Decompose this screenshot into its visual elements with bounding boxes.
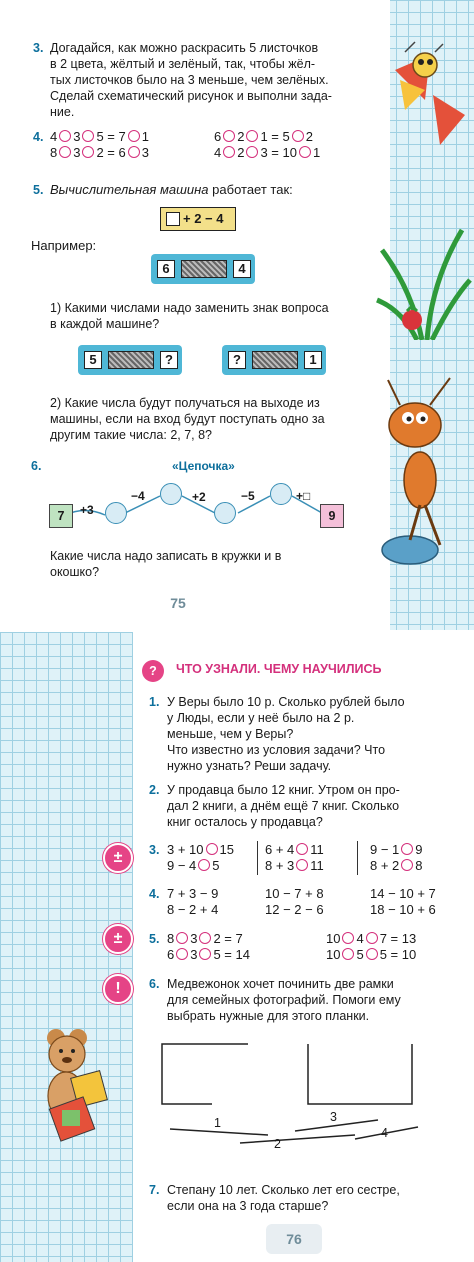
task-number: 7.: [149, 1183, 160, 1197]
machine-body: [108, 351, 154, 369]
task-number: 5.: [149, 932, 160, 946]
sign-circle[interactable]: [128, 146, 140, 158]
text-line: Сделай схематический рисунок и выполни зада-: [50, 89, 332, 103]
text-line: другим такие числа: 2, 7, 8?: [50, 428, 213, 442]
operand: 6: [167, 947, 175, 962]
text-line: 2) Какие числа будут получаться на выходе из: [50, 396, 320, 410]
text-line: У Веры было 10 р. Сколько рублей было: [167, 695, 405, 709]
operand: 5: [356, 947, 364, 962]
expression: 14 − 10 + 7: [370, 886, 436, 901]
machine-2: [222, 345, 326, 375]
comparison-row: [167, 858, 220, 874]
bear-illustration: [34, 1024, 120, 1144]
text-line: в каждой машине?: [50, 317, 160, 331]
sign-circle[interactable]: [198, 859, 210, 871]
operand: 4: [356, 931, 364, 946]
plank-2: [240, 1135, 355, 1143]
page-footer: [0, 592, 390, 630]
operand: 4: [214, 145, 222, 160]
text-line: окошко?: [50, 565, 100, 579]
operand: 5: [212, 858, 220, 873]
sign-circle[interactable]: [223, 130, 235, 142]
comparison-row: [265, 842, 324, 858]
operand: 7 = 13: [379, 931, 417, 946]
text-line: выбрать нужные для этого планки.: [167, 1009, 370, 1023]
machine-input: 5: [84, 351, 102, 369]
sign-circle[interactable]: [296, 843, 308, 855]
chain-circle[interactable]: [105, 502, 127, 524]
operand: 5 = 7: [96, 129, 126, 144]
example-label: Например:: [31, 238, 97, 253]
butterfly-illustration: [385, 40, 470, 150]
plank-label: 1: [214, 1116, 221, 1130]
operand: 11: [310, 842, 324, 857]
grass-illustration: [372, 210, 472, 340]
equation-row: [214, 145, 320, 161]
operand: 1 = 5: [260, 129, 290, 144]
operand: 9: [415, 842, 423, 857]
operand: 3: [190, 947, 198, 962]
page-75: [0, 0, 474, 630]
sign-circle[interactable]: [296, 859, 308, 871]
chain-operation: +3: [80, 503, 94, 517]
operand: 8: [167, 931, 175, 946]
machine-input: 6: [157, 260, 175, 278]
task-number: 5.: [33, 183, 44, 197]
operand: 3 = 10: [260, 145, 297, 160]
plus-minus-icon: ±: [103, 843, 133, 873]
exclamation-icon: !: [103, 974, 133, 1004]
chain-title: «Цепочка»: [172, 459, 235, 473]
operand: 8: [50, 145, 58, 160]
sign-circle[interactable]: [366, 948, 378, 960]
sign-circle[interactable]: [82, 146, 94, 158]
section-title: ЧТО УЗНАЛИ. ЧЕМУ НАУЧИЛИСЬ: [176, 662, 382, 676]
machine-body: [252, 351, 298, 369]
sign-circle[interactable]: [176, 932, 188, 944]
frame-2: [308, 1044, 412, 1104]
operand: 2: [305, 129, 313, 144]
frames-and-planks: [150, 1032, 450, 1172]
chain-circle[interactable]: [160, 483, 182, 505]
sign-circle[interactable]: [401, 843, 413, 855]
text-line: Степану 10 лет. Сколько лет его сестре,: [167, 1183, 400, 1197]
text-line: книг осталось у продавца?: [167, 815, 323, 829]
text-line: машины, если на вход будут поступать одно за: [50, 412, 325, 426]
task-3-text: [50, 40, 362, 120]
chain-operation: +□: [296, 489, 311, 503]
equation-row: [167, 931, 243, 947]
chain-end-box: 9: [320, 504, 344, 528]
operand: 2: [237, 129, 245, 144]
equation-row: [326, 947, 416, 963]
operand: 8: [415, 858, 423, 873]
task-number: 2.: [149, 783, 160, 797]
text-line: у Люды, если у неё было на 2 р.: [167, 711, 355, 725]
operand: 2 = 7: [213, 931, 243, 946]
sign-circle[interactable]: [246, 146, 258, 158]
operand: 5 = 14: [213, 947, 250, 962]
task-number: 1.: [149, 695, 160, 709]
question-2: [50, 395, 362, 443]
task-number: 4.: [33, 130, 44, 144]
operand: 3: [73, 129, 81, 144]
chain-circle[interactable]: [270, 483, 292, 505]
operand: 1: [312, 145, 321, 160]
machine-input[interactable]: ?: [228, 351, 246, 369]
page-number: 75: [160, 592, 196, 614]
task-2-text: [167, 782, 443, 830]
task-5-intro: [50, 182, 293, 198]
task-number: 3.: [33, 41, 44, 55]
chain-operation: +2: [192, 490, 206, 504]
machine-output: 1: [304, 351, 322, 369]
equation-row: [50, 145, 149, 161]
equation-row: [214, 129, 313, 145]
machine-output[interactable]: ?: [160, 351, 178, 369]
expression: 10 − 7 + 8: [265, 886, 324, 901]
operand: 4: [50, 129, 58, 144]
task-number: 3.: [149, 843, 160, 857]
sign-circle[interactable]: [176, 948, 188, 960]
operand: 1: [141, 129, 149, 144]
task-number: 6.: [31, 459, 42, 473]
sign-circle[interactable]: [299, 146, 311, 158]
machine-1: [78, 345, 182, 375]
operand: 2 = 6: [96, 145, 126, 160]
text-line: Догадайся, как можно раскрасить 5 листочков: [50, 41, 319, 55]
input-square: [166, 212, 180, 226]
comparison-row: [265, 858, 324, 874]
task-6-question: [50, 548, 362, 580]
plank-label: 4: [381, 1126, 388, 1140]
sign-circle[interactable]: [128, 130, 140, 142]
expression: 9 − 4: [167, 858, 197, 873]
sign-circle[interactable]: [246, 130, 258, 142]
comparison-row: [167, 842, 234, 858]
italic-term: Вычислительная машина: [50, 182, 209, 197]
text-line: в 2 цвета, жёлтый и зелёный, так, чтобы жёл-: [50, 57, 316, 71]
equation-row: [50, 129, 149, 145]
text-line: нужно узнать? Реши задачу.: [167, 759, 332, 773]
chain-operation: −5: [241, 489, 255, 503]
sign-circle[interactable]: [199, 932, 211, 944]
sign-circle[interactable]: [292, 130, 304, 142]
expression: 18 − 10 + 6: [370, 902, 436, 917]
task-6-text: [167, 976, 443, 1024]
ant-illustration: [380, 370, 472, 580]
text-line: дал 2 книги, а днём ещё 7 книг. Сколько: [167, 799, 400, 813]
text-line: меньше, чем у Веры?: [167, 727, 294, 741]
machine-rule: + 2 − 4: [183, 211, 224, 226]
question-1: [50, 300, 362, 332]
operand: 6: [214, 129, 222, 144]
expression: 7 + 3 − 9: [167, 886, 219, 901]
operand: 5 = 10: [379, 947, 417, 962]
operand: 3: [141, 145, 149, 160]
page-76: [0, 632, 474, 1262]
text-line: ние.: [50, 105, 75, 119]
equation-row: [167, 947, 250, 963]
comparison-row: [370, 842, 423, 858]
chain-circle[interactable]: [214, 502, 236, 524]
operand: 3: [73, 145, 81, 160]
expression: 8 + 2: [370, 858, 400, 873]
sign-circle[interactable]: [206, 843, 218, 855]
operand: 10: [326, 947, 341, 962]
plank-label: 3: [330, 1110, 337, 1124]
comparison-row: [370, 858, 423, 874]
operand: 3: [190, 931, 198, 946]
column-divider: [357, 841, 358, 875]
text-line: если она на 3 года старше?: [167, 1199, 329, 1213]
text: работает так:: [212, 182, 293, 197]
operand: 15: [219, 842, 234, 857]
sign-circle[interactable]: [366, 932, 378, 944]
expression: 12 − 2 − 6: [265, 902, 324, 917]
sign-circle[interactable]: [82, 130, 94, 142]
sign-circle[interactable]: [342, 932, 354, 944]
expression: 8 + 3: [265, 858, 295, 873]
sign-circle[interactable]: [59, 130, 71, 142]
text-line: Медвежонок хочет починить две рамки: [167, 977, 394, 991]
operand: 2: [237, 145, 245, 160]
plus-minus-icon: ±: [103, 924, 133, 954]
expression: 9 − 1: [370, 842, 400, 857]
text-line: У продавца было 12 книг. Утром он про-: [167, 783, 400, 797]
plank-label: 2: [274, 1137, 281, 1151]
machine-rule-box: [160, 207, 236, 231]
machine-body: [181, 260, 227, 278]
sign-circle[interactable]: [199, 948, 211, 960]
equation-row: [326, 931, 416, 947]
task-1-text: [167, 694, 443, 774]
chain-operation: −4: [131, 489, 145, 503]
text-line: Что известно из условия задачи? Что: [167, 743, 386, 757]
text-line: Какие числа надо записать в кружки и в: [50, 549, 282, 563]
question-icon: ?: [142, 660, 164, 682]
example-machine: [151, 254, 255, 284]
sign-circle[interactable]: [223, 146, 235, 158]
sign-circle[interactable]: [342, 948, 354, 960]
expression: 3 + 10: [167, 842, 204, 857]
text-line: для семейных фотографий. Помоги ему: [167, 993, 401, 1007]
frame-1: [162, 1044, 248, 1104]
operand: 10: [326, 931, 341, 946]
task-number: 4.: [149, 887, 160, 901]
column-divider: [257, 841, 258, 875]
task-number: 6.: [149, 977, 160, 991]
chain-start-box: 7: [49, 504, 73, 528]
sign-circle[interactable]: [59, 146, 71, 158]
expression: 8 − 2 + 4: [167, 902, 219, 917]
page-number: 76: [266, 1224, 322, 1254]
operand: 11: [310, 858, 324, 873]
sign-circle[interactable]: [401, 859, 413, 871]
task-7-text: [167, 1182, 443, 1214]
machine-output: 4: [233, 260, 251, 278]
text-line: тых листочков было на 3 меньше, чем зелёных.: [50, 73, 329, 87]
text-line: 1) Какими числами надо заменить знак вопроса: [50, 301, 329, 315]
expression: 6 + 4: [265, 842, 295, 857]
